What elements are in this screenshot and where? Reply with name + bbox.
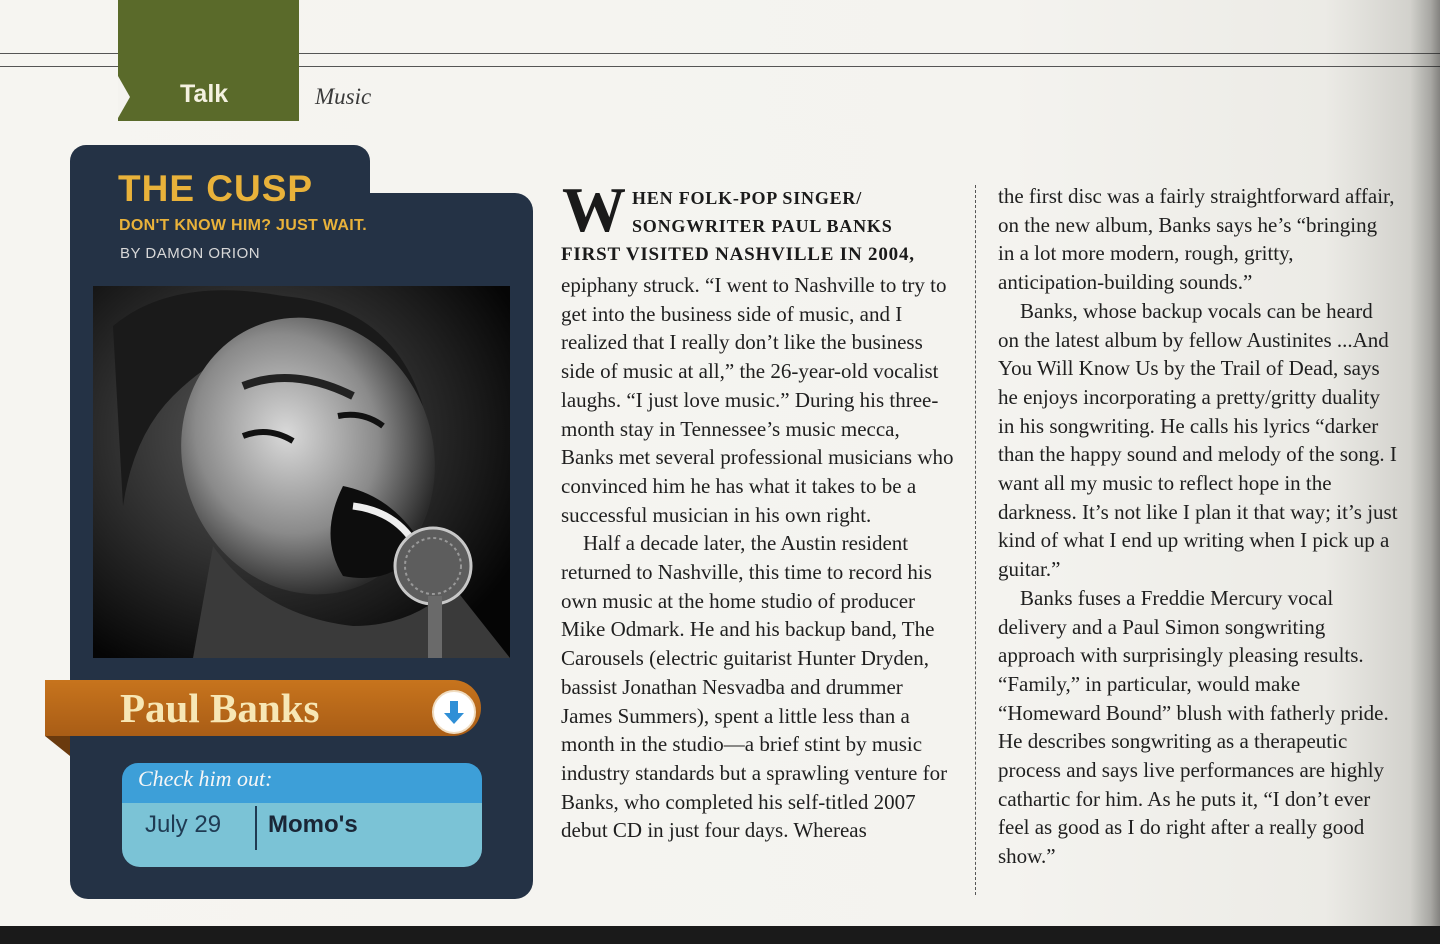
lead-line-1: HEN FOLK-POP SINGER/ bbox=[632, 188, 863, 208]
article-paragraph: Banks, whose backup vocals can be heard on the latest album by fellow Austinites ...And You Will Know Us by the Trail of Dead, says he enjoys incorporating a pretty/gritty duality in his songwriting. He calls his lyrics “darker than the happy sound and melody of the song. I want all my music to reflect hope in the darkness. It’s not like I plan it that way; it’s just kind of what I end up writing when I pick up a guitar.” bbox=[998, 298, 1398, 582]
section-tab bbox=[118, 0, 299, 121]
article-column-1 bbox=[561, 271, 956, 845]
artist-name: Paul Banks bbox=[120, 685, 320, 731]
article-paragraph: epiphany struck. “I went to Nashville to try to get into the business side of music, and I realized that I really don’t like the business side of music at all,” the 26-year-old vocalist laughs. “I just love music.” During his three-month stay in Tennessee’s music mecca, Banks met several professional musicians who convinced him he has what it takes to be a successful musician in his own right. bbox=[561, 273, 954, 527]
column-divider bbox=[975, 185, 976, 895]
arrow-down-icon bbox=[432, 690, 476, 734]
sidebar-title: THE CUSP bbox=[118, 168, 314, 209]
page-gutter-shadow bbox=[1410, 0, 1440, 944]
byline: BY DAMON ORION bbox=[120, 245, 261, 262]
checkout-label: Check him out: bbox=[138, 766, 273, 791]
artist-photo bbox=[93, 286, 510, 658]
page-bottom-edge bbox=[0, 926, 1440, 944]
drop-cap: W bbox=[562, 174, 626, 245]
section-category: Music bbox=[315, 84, 372, 109]
lead-line-2: SONGWRITER PAUL BANKS bbox=[632, 216, 893, 236]
event-date: July 29 bbox=[145, 811, 222, 838]
event-venue: Momo's bbox=[268, 811, 358, 838]
sidebar-subtitle: DON'T KNOW HIM? JUST WAIT. bbox=[119, 217, 368, 234]
checkout-divider bbox=[255, 806, 257, 850]
article-column-2 bbox=[998, 182, 1398, 871]
article-paragraph: Banks fuses a Freddie Mercury vocal delivery and a Paul Simon songwriting approach with surprisingly pleasing results. “Family,” in particular, would make “Homeward Bound” blush with fatherly pride. He describes songwriting as a therapeutic process and says live performances are highly cathartic for him. As he puts it, “I don’t ever feel as good as I do right after a really good show.” bbox=[998, 585, 1389, 869]
lead-line-3: FIRST VISITED NASHVILLE IN 2004, bbox=[561, 244, 915, 265]
article-paragraph: Half a decade later, the Austin resident returned to Nashville, this time to record his own music at the home studio of producer Mike Odmark. He and his backup band, The Carousels (electric guitarist Hunter Dryden, bassist Jonathan Nesvadba and drummer James Summers), spent a little less than a month in the studio—a brief stint by music industry standards but a sprawling venture for Banks, who completed his self-titled 2007 debut CD in just four days. Whereas bbox=[561, 531, 948, 843]
article-paragraph: the first disc was a fairly straightforward affair, on the new album, Banks says he’s “bringing in a lot more modern, rough, gritty, anticipation-building sounds.” bbox=[998, 184, 1395, 295]
section-tab-label: Talk bbox=[180, 80, 229, 108]
banner-fold bbox=[45, 736, 70, 756]
